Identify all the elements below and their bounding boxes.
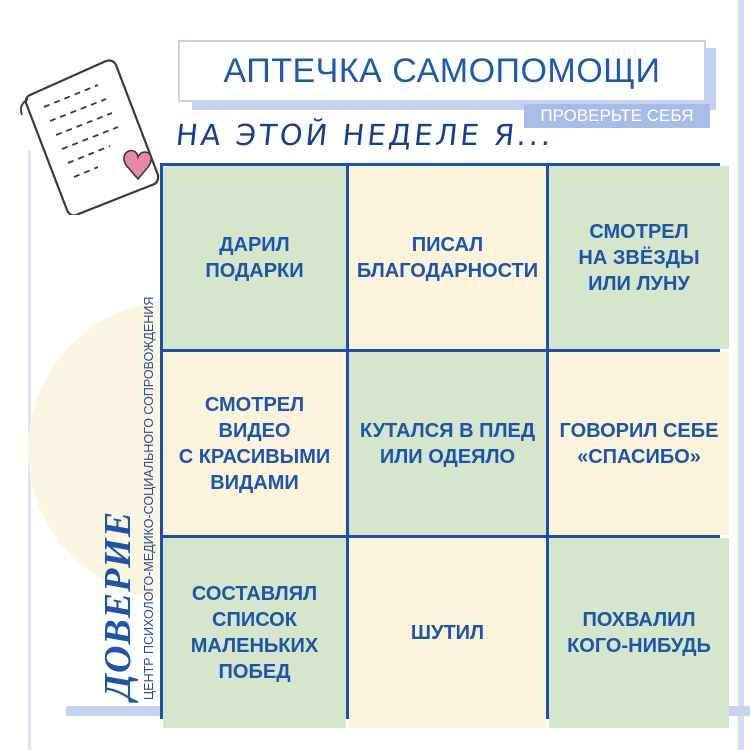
grid-cell: СМОТРЕЛ НА ЗВЁЗДЫ ИЛИ ЛУНУ xyxy=(549,166,729,349)
grid-cell: ШУТИЛ xyxy=(349,538,546,728)
title-box xyxy=(178,40,706,102)
grid-cell: СМОТРЕЛ ВИДЕО С КРАСИВЫМИ ВИДАМИ xyxy=(163,352,346,535)
subtitle-badge: ПРОВЕРЬТЕ СЕБЯ xyxy=(524,104,710,128)
page-title: АПТЕЧКА САМОПОМОЩИ xyxy=(223,51,661,90)
grid-cell: СОСТАВЛЯЛ СПИСОК МАЛЕНЬКИХ ПОБЕД xyxy=(163,538,346,728)
org-description: ЦЕНТР ПСИХОЛОГО-МЕДИКО-СОЦИАЛЬНОГО СОПРОВОЖДЕНИЯ xyxy=(142,296,156,700)
section-heading: НА ЭТОЙ НЕДЕЛЕ Я... xyxy=(174,118,556,152)
grid-cell: ПИСАЛ БЛАГОДАРНОСТИ xyxy=(349,166,546,349)
right-frame-bar xyxy=(738,0,744,750)
grid-cell: ПОХВАЛИЛ КОГО-НИБУДЬ xyxy=(549,538,729,728)
grid-cell: КУТАЛСЯ В ПЛЕД ИЛИ ОДЕЯЛО xyxy=(349,352,546,535)
grid-cell: ДАРИЛ ПОДАРКИ xyxy=(163,166,346,349)
letter-with-heart-icon xyxy=(18,55,168,215)
checklist-grid xyxy=(160,163,720,719)
org-logo-text: ДОВЕРИЕ xyxy=(97,510,139,700)
grid-cell: ГОВОРИЛ СЕБЕ «СПАСИБО» xyxy=(549,352,729,535)
